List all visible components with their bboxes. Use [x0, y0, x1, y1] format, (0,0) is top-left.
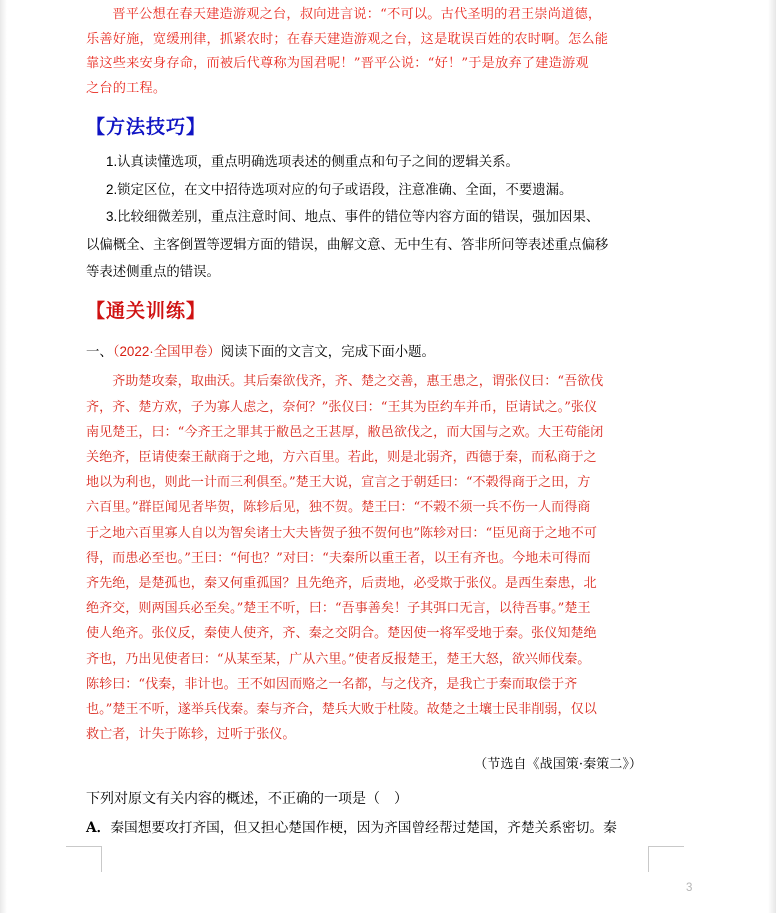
page-content [86, 0, 652, 843]
exam-source-label: （2022·全国甲卷） [112, 344, 221, 360]
option-a-text: 秦国想要攻打齐国，但又担心楚国作梗，因为齐国曾经帮过楚国，齐楚关系密切。秦 [110, 820, 617, 836]
option-a-letter: A． [86, 820, 111, 837]
method-tip-3-continued-line-1: 以偏概全、主客倒置等逻辑方面的错误，曲解文意、无中生有、答非所问等表述重点偏移 [86, 236, 609, 252]
page-number: 3 [686, 882, 693, 894]
page-edge-shadow-right [768, 0, 776, 913]
crop-mark-bottom-left [66, 846, 102, 872]
passage-line-12: 齐也，乃出见使者曰：“从某至某，广从六里。”使者反报楚王，楚王大怒，欲兴师伐秦。 [86, 651, 591, 667]
method-tip-3: 3.比较细微差别，重点注意时间、地点、事件的错位等内容方面的错误，强加因果、 [106, 209, 600, 225]
method-tip-3-continued-line-2: 等表述侧重点的错误。 [86, 264, 220, 279]
translation-line-3: 靠这些来安身存命，而被后代尊称为国君呢！”晋平公说：“好！”于是放弃了建造游观 [86, 56, 589, 72]
passage-line-4: 关绝齐，臣请使秦王献商于之地，方六百里。若此，则是北弱齐，西德于秦，而私商于之 [86, 450, 597, 466]
passage-line-13: 陈轸曰：“伐秦，非计也。王不如因而赂之一名都，与之伐齐，是我亡于秦而取偿于齐 [86, 676, 578, 692]
option-a[interactable] [86, 813, 652, 843]
passage-line-2: 齐，齐、楚方欢，子为寡人虑之，奈何？”张仪曰：“王其为臣约车并币，臣请试之。”张仪 [86, 399, 598, 415]
question-number: 一、 [86, 344, 113, 360]
passage-line-8: 得，而患必至也。”王曰：“何也？”对曰：“夫秦所以重王者，以王有齐也。今地未可得而 [86, 550, 591, 566]
method-tips-list [86, 148, 652, 230]
crop-mark-vertical-rule [648, 846, 649, 872]
question-intro-line [86, 338, 652, 365]
passage-line-3: 南见楚王，曰：“今齐王之罪其于敝邑之王甚厚，敝邑欲伐之，而大国与之欢。大王苟能闭 [86, 424, 604, 440]
passage-line-5: 地以为利也，则此一计而三利俱至。”楚王大说，宣言之于朝廷曰：“不榖得商于之田，方 [86, 475, 591, 491]
passage-line-6: 六百里。”群臣闻见者毕贺，陈轸后见，独不贺。楚王曰：“不榖不须一兵不伤一人而得商 [86, 500, 591, 516]
passage-line-9: 齐先绝，是楚孤也，秦又何重孤国？且先绝齐，后责地，必受欺于张仪。是西生秦患，北 [86, 576, 597, 592]
translation-line-4: 之台的工程。 [86, 80, 167, 96]
passage-line-7: 于之地六百里寡人自以为智矣诸士大夫皆贺子独不贺何也”陈轸对曰：“臣见商于之地不可 [86, 525, 597, 541]
passage-line-15: 救亡者，计失于陈轸，过听于张仪。 [86, 727, 296, 743]
crop-mark-horizontal-rule [66, 846, 102, 847]
crop-mark-horizontal-rule [648, 846, 684, 847]
passage-line-10: 绝齐交，则两国兵必至矣。”楚王不听，曰：“吾事善矣！子其弭口无言，以待吾事。”楚王 [86, 601, 591, 617]
passage-attribution: （节选自《战国策·秦策二》） [474, 757, 642, 773]
crop-mark-bottom-right [648, 846, 684, 872]
method-tip-1: 1.认真读懂选项，重点明确选项表述的侧重点和句子之间的逻辑关系。 [106, 154, 519, 170]
translation-line-1: 晋平公想在春天建造游观之台，叔向进言说：“不可以。古代圣明的君王崇尚道德， [112, 7, 602, 22]
method-tip-2: 2.锁定区位，在文中招待选项对应的句子或语段，注意准确、全面，不要遗漏。 [106, 181, 573, 197]
page-edge-shadow-left [0, 0, 7, 913]
training-heading: 【通关训练】 [86, 300, 207, 323]
classical-passage [86, 369, 652, 747]
translation-paragraph [86, 0, 652, 101]
question-instruction: 阅读下面的文言文，完成下面小题。 [220, 344, 435, 360]
passage-line-1: 齐助楚攻秦，取曲沃。其后秦欲伐齐，齐、楚之交善，惠王患之，谓张仪曰：“吾欲伐 [112, 374, 604, 390]
translation-line-2: 乐善好施，宽缓刑律，抓紧农时；在春天建造游观之台，这是耽误百姓的农时啊。怎么能 [86, 31, 609, 47]
method-tips-heading: 【方法技巧】 [86, 116, 207, 139]
passage-line-14: 也。”楚王不听，遂举兵伐秦。秦与齐合，楚兵大败于杜陵。故楚之土壤士民非削弱，仅以 [86, 702, 597, 718]
crop-mark-vertical-rule [101, 846, 102, 872]
question-prompt: 下列对原文有关内容的概述，不正确的一项是（ ） [86, 790, 408, 807]
passage-line-11: 使人绝齐。张仪反，秦使人使齐，齐、秦之交阴合。楚因使一将军受地于秦。张仪知楚绝 [86, 626, 597, 642]
